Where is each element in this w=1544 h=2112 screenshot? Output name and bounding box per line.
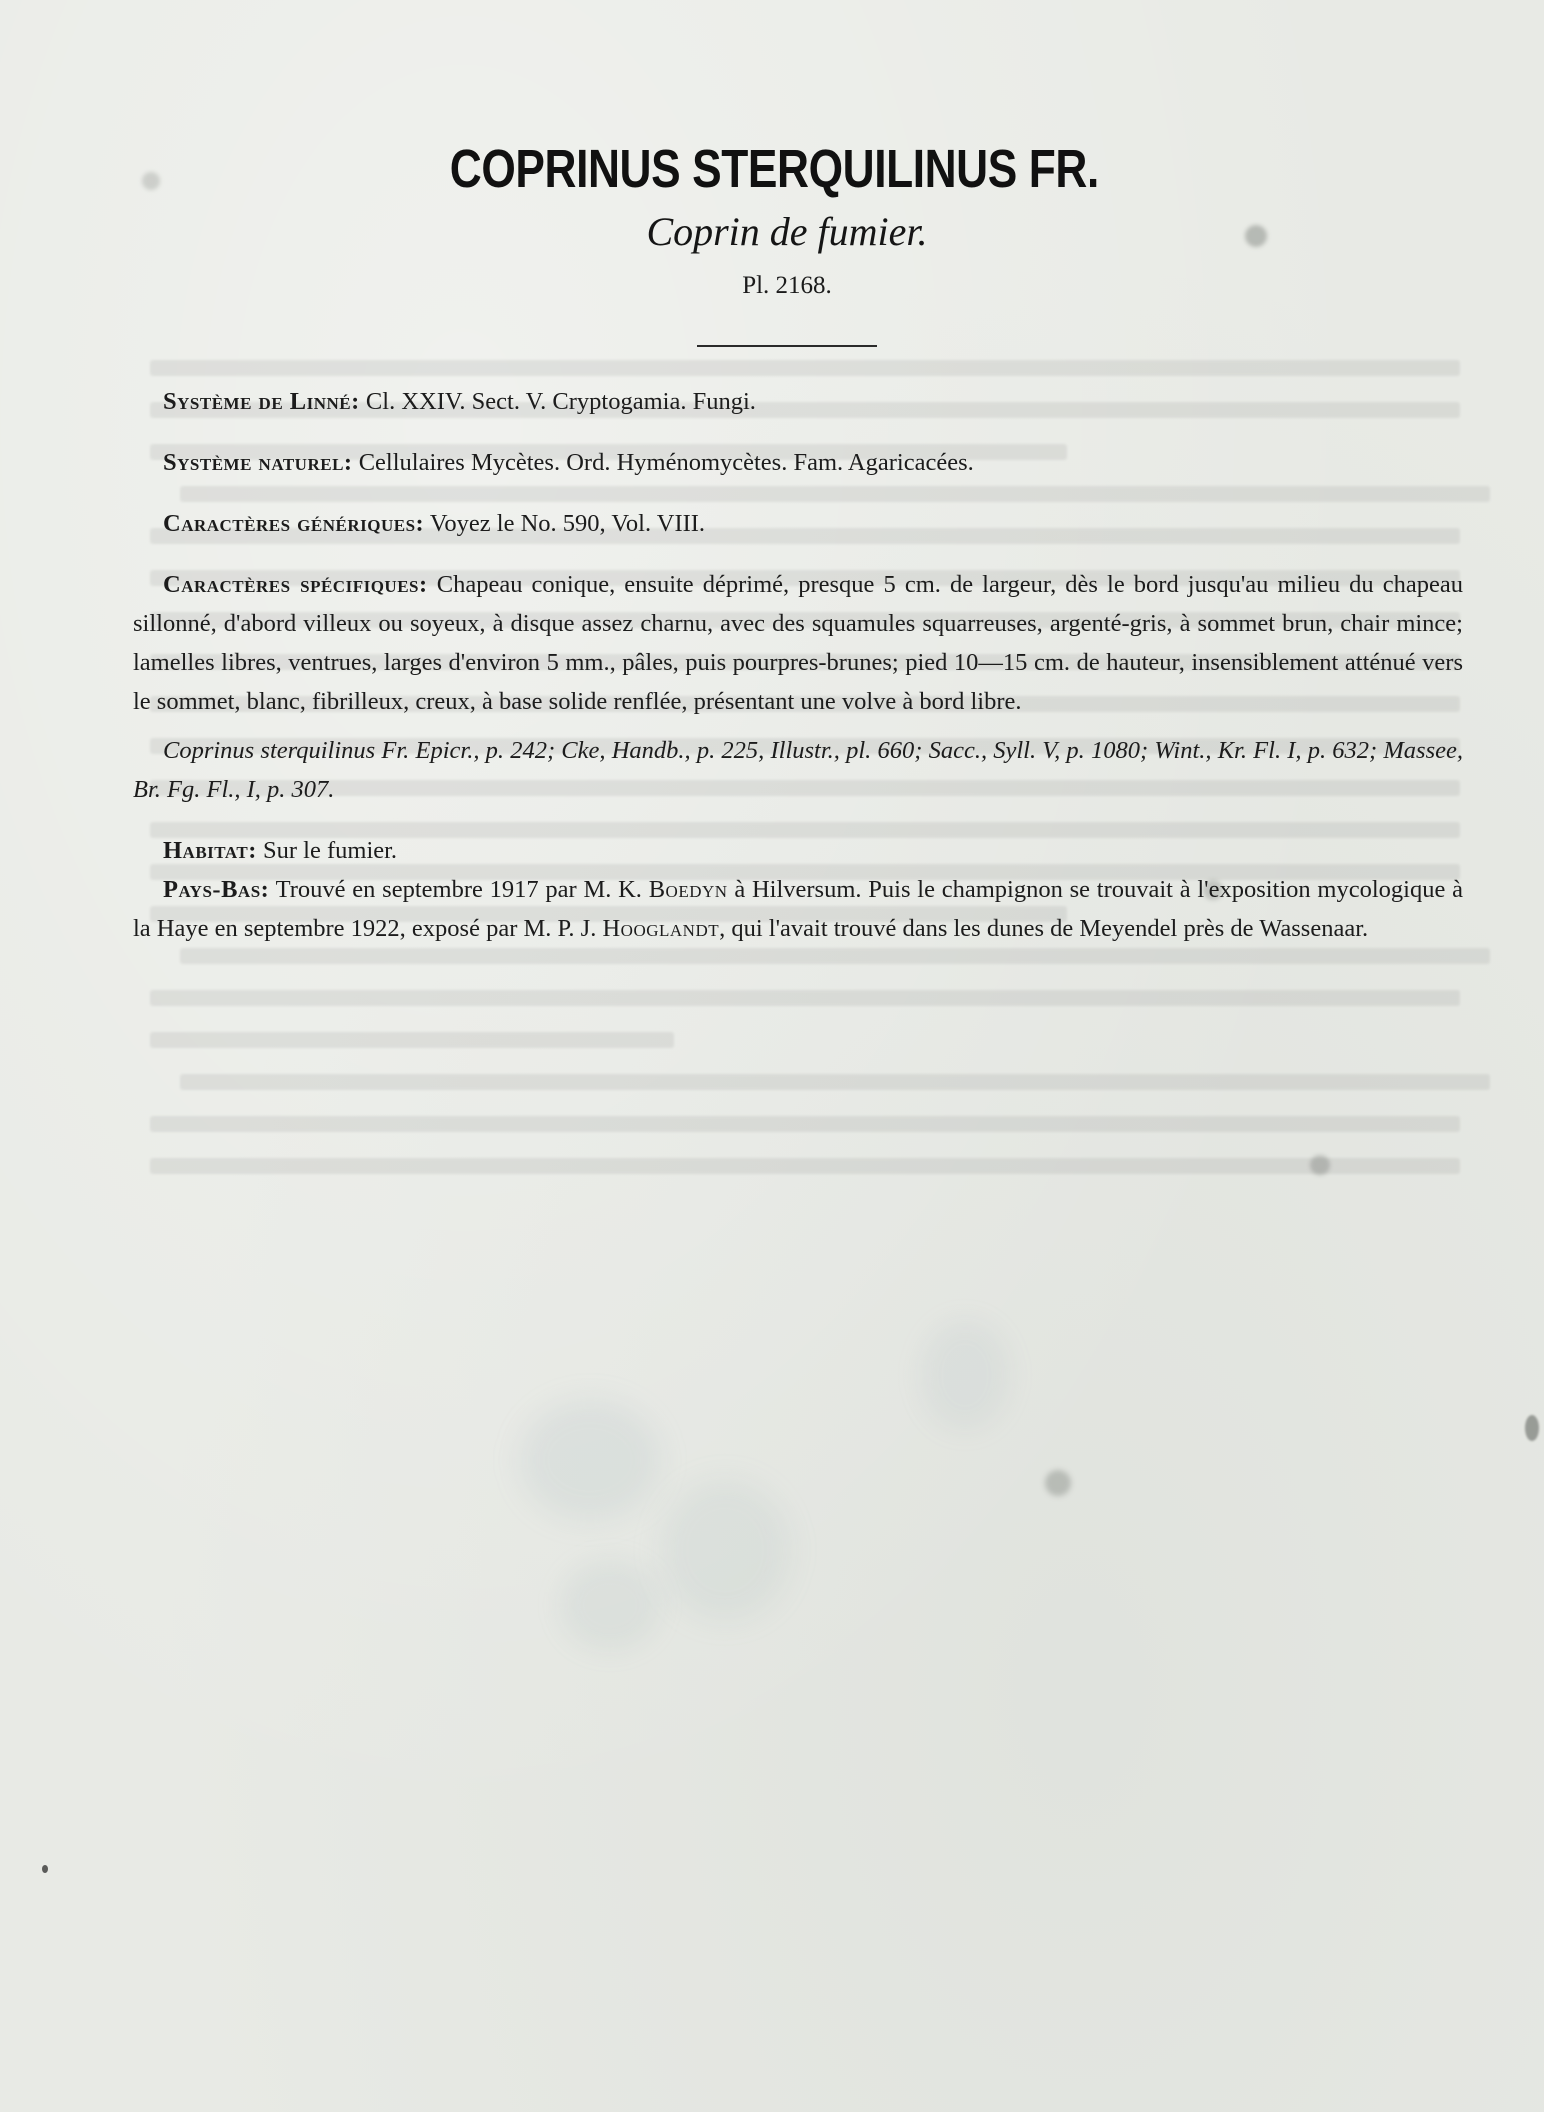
pays-bas-paragraph [133, 870, 1463, 948]
pays-bas-text-2: à Hilversum. Puis le champignon se trouvait à l'exposition mycologique à la Haye en septembre 1922, exposé par M. P. J. [133, 876, 1463, 942]
species-title: COPRINUS STERQUILINUS FR. [449, 139, 1099, 199]
paper-stain [42, 1865, 48, 1873]
paper-stain [1045, 1470, 1071, 1496]
paper-stain [660, 1480, 790, 1620]
paper-stain [520, 1400, 660, 1520]
pays-bas-text-1: Trouvé en septembre 1917 par M. K. [269, 876, 649, 903]
specifiques-paragraph [133, 565, 1463, 721]
habitat-text: Sur le fumier. [256, 837, 398, 864]
paper-stain [1310, 1155, 1330, 1175]
pays-bas-label: Pays-Bas: [163, 876, 270, 903]
collector-name-boedyn: Boedyn [648, 876, 728, 903]
plate-number: Pl. 2168. [742, 272, 832, 299]
specifiques-label: Caractères spécifiques: [163, 571, 428, 598]
description-body [133, 382, 1463, 948]
naturel-text: Cellulaires Mycètes. Ord. Hyménomycètes. Fam. Agaricacées. [352, 449, 974, 476]
title-divider [697, 345, 877, 347]
habitat-paragraph [133, 831, 1463, 870]
linne-text: Cl. XXIV. Sect. V. Cryptogamia. Fungi. [359, 388, 756, 415]
linne-label: Système de Linné: [163, 388, 360, 415]
paper-stain [920, 1320, 1010, 1430]
paper-stain [1525, 1415, 1539, 1441]
specifiques-text: Chapeau conique, ensuite déprimé, presque 5 cm. de largeur, dès le bord jusqu'au milieu du chapeau sillonné, d'abord villeux ou soyeux, à disque assez charnu, avec des squamules squarreuses, argenté-gris, à sommet brun, chair mince; lamelles libres, ventrues, larges d'environ 5 mm., pâles, puis pourpres-brunes; pied 10—15 cm. de hauteur, insensiblement atténué vers le sommet, blanc, fibrilleux, creux, à base solide renflée, présentant une volve à bord libre. [133, 571, 1463, 715]
pays-bas-text-3: , qui l'avait trouvé dans les dunes de Meyendel près de Wassenaar. [719, 915, 1369, 942]
paper-stain [560, 1560, 660, 1650]
generiques-text: Voyez le No. 590, Vol. VIII. [424, 510, 706, 537]
linne-paragraph [133, 382, 1463, 421]
collector-name-hooglandt: Hooglandt [602, 915, 720, 942]
generiques-label: Caractères génériques: [163, 510, 425, 537]
habitat-label: Habitat: [163, 837, 257, 864]
naturel-label: Système naturel: [163, 449, 353, 476]
naturel-paragraph [133, 443, 1463, 482]
references-paragraph: Coprinus sterquilinus Fr. Epicr., p. 242; Cke, Handb., p. 225, Illustr., pl. 660; Sacc., Syll. V, p. 1080; Wint., Kr. Fl. I, p. 632; Massee, Br. Fg. Fl., I, p. 307. [133, 737, 1463, 803]
generiques-paragraph [133, 504, 1463, 543]
common-name: Coprin de fumier. [646, 209, 928, 254]
